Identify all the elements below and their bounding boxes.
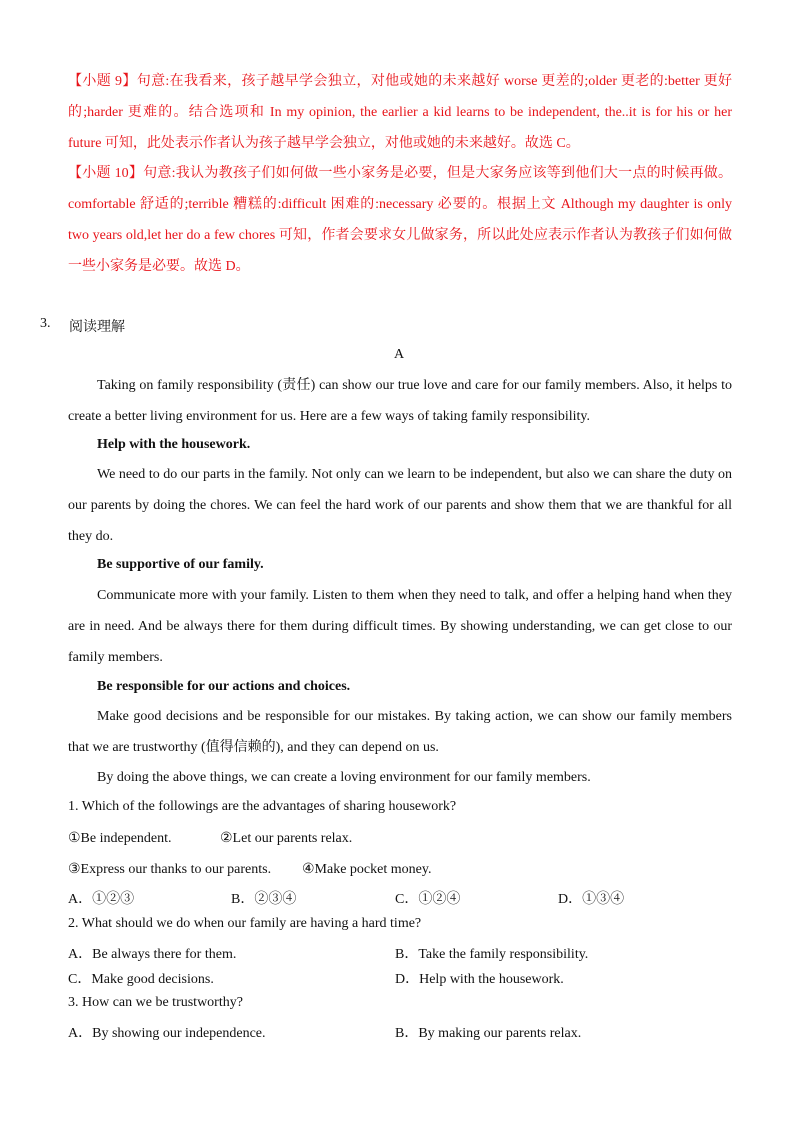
question-2-stem: 2. What should we do when our family are having a hard time?: [68, 916, 422, 931]
passage-paragraph-housework: We need to do our parts in the family. Not only can we learn to be independent, but also we can share the duty on our parents by doing the chores. We can feel the hard work of our parents and show them that we are thankful for all they do.: [68, 467, 732, 544]
question-1-option-b[interactable]: B．②③④: [231, 892, 297, 907]
question-1-option-c[interactable]: C．①②④: [395, 892, 461, 907]
question-1-item-4: ④Make pocket money.: [302, 862, 432, 877]
question-3-option-a[interactable]: A．By showing our independence.: [68, 1026, 266, 1041]
answer-explanation-q10: 【小题 10】句意:我认为教孩子们如何做一些小家务是必要，但是大家务应该等到他们大一点的时候再做。comfortable 舒适的;terrible 糟糕的:difficult 困难的:necessary 必要的。根据上文 Although my daughter is only two years old,let her do a few chores 可知，作者会要求女儿做家务，所以此处应表示作者认为教孩子们如何做一些小家务是必要。故选 D。: [68, 166, 732, 274]
passage-paragraph-supportive: Communicate more with your family. Listen to them when they need to talk, and offer a helping hand when they are in need. And be always there for them during difficult times. By showing understanding, we can get close to our family members.: [68, 588, 732, 665]
passage-heading-responsible: Be responsible for our actions and choices.: [97, 679, 351, 694]
passage-heading-housework: Help with the housework.: [97, 437, 251, 452]
question-2-option-b[interactable]: B．Take the family responsibility.: [395, 947, 589, 962]
question-2-option-d[interactable]: D．Help with the housework.: [395, 972, 564, 987]
section-title: 阅读理解: [69, 320, 125, 335]
section-number: 3.: [40, 316, 51, 331]
question-1-item-3: ③Express our thanks to our parents.: [68, 862, 272, 877]
question-1-item-2: ②Let our parents relax.: [220, 831, 353, 846]
question-2-option-a[interactable]: A．Be always there for them.: [68, 947, 237, 962]
question-3-stem: 3. How can we be trustworthy?: [68, 995, 243, 1010]
passage-label: A: [394, 347, 405, 362]
passage-paragraph-responsible: Make good decisions and be responsible for our mistakes. By taking action, we can show our family members that we are trustworthy (值得信赖的), and they can depend on us.: [68, 709, 732, 755]
question-2-option-c[interactable]: C．Make good decisions.: [68, 972, 214, 987]
question-1-stem: 1. Which of the followings are the advantages of sharing housework?: [68, 799, 457, 814]
question-3-option-b[interactable]: B．By making our parents relax.: [395, 1026, 582, 1041]
answer-explanation-q9: 【小题 9】句意:在我看来，孩子越早学会独立，对他或她的未来越好 worse 更差的;older 更老的:better 更好的;harder 更难的。结合选项和 In my opinion, the earlier a kid learns to be independent, the..it is for his or her future 可知，此处表示作者认为孩子越早学会独立，对他或她的未来越好。故选 C。: [68, 74, 732, 151]
question-1-option-a[interactable]: A．①②③: [68, 892, 135, 907]
question-1-item-1: ①Be independent.: [68, 831, 172, 846]
passage-heading-supportive: Be supportive of our family.: [97, 557, 264, 572]
passage-conclusion: By doing the above things, we can create a loving environment for our family members.: [97, 770, 591, 785]
question-1-option-d[interactable]: D．①③④: [558, 892, 625, 907]
passage-intro: Taking on family responsibility (责任) can show our true love and care for our family members. Also, it helps to create a better living environment for us. Here are a few ways of taking family responsibility.: [68, 378, 732, 424]
